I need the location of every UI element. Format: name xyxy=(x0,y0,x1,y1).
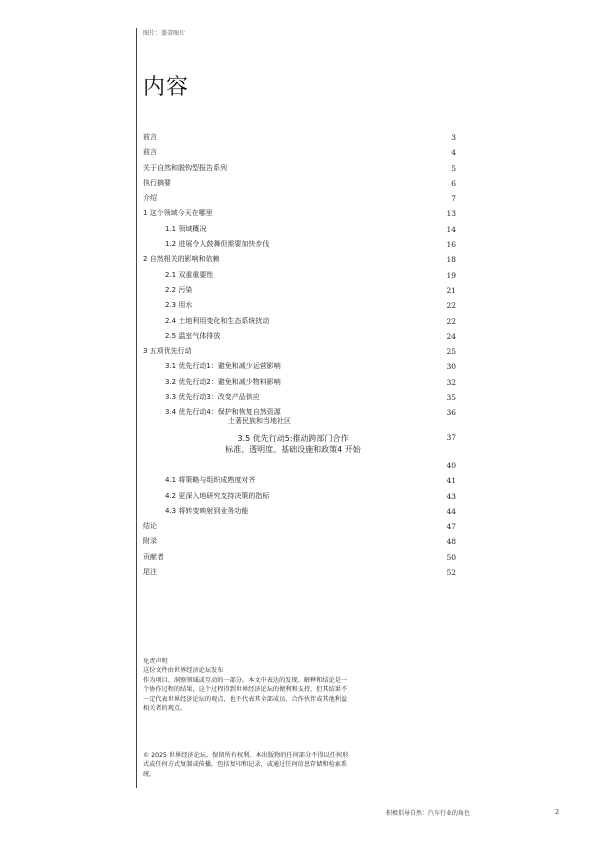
toc-entry-label: 尾注 xyxy=(143,568,157,577)
toc-entry-label: 3 五项优先行动 xyxy=(143,347,192,356)
toc-entry-page: 6 xyxy=(451,178,456,188)
toc-entry[interactable] xyxy=(143,148,456,157)
toc-entry[interactable] xyxy=(143,286,456,295)
toc-entry[interactable] xyxy=(143,225,456,234)
toc-entry-page: 50 xyxy=(446,552,456,562)
toc-entry-label: 3.1 优先行动1：避免和减少运营影响 xyxy=(165,362,281,371)
toc-entry-page: 7 xyxy=(451,194,456,204)
toc-entry-page: 32 xyxy=(446,377,456,387)
toc-entry-page: 30 xyxy=(446,362,456,372)
toc-entry-page: 21 xyxy=(446,285,456,295)
toc-entry[interactable] xyxy=(143,209,456,218)
toc-entry-label: 1 这个领域今天在哪里 xyxy=(143,209,213,218)
toc-entry[interactable] xyxy=(143,301,456,310)
toc-entry-page: 52 xyxy=(446,568,456,578)
page-title: 内容 xyxy=(143,75,190,100)
toc-entry[interactable] xyxy=(143,255,456,264)
toc-entry-label: 2.2 污染 xyxy=(165,285,193,294)
toc-entry-label: 3.4 优先行动4：保护和恢复自然资源 土著民族和当地社区 xyxy=(165,408,291,426)
toc-entry-label: 3.5 优先行动5:推动跨部门合作 标准、透明度、基础设施和政策4 开始 xyxy=(225,433,361,454)
toc-entry-label: 前言 xyxy=(143,133,157,141)
toc-entry-page: 13 xyxy=(446,209,456,219)
toc-entry-label: 4.1 将策略与组织成熟度对齐 xyxy=(165,476,256,485)
toc-entry-page: 35 xyxy=(446,393,456,403)
toc-entry-page: 25 xyxy=(446,347,456,357)
toc-entry-page: 22 xyxy=(446,301,456,311)
toc-entry-page: 37 xyxy=(446,432,456,442)
toc-entry[interactable] xyxy=(143,347,456,356)
toc-entry-label: 4.2 更深入地研究支持决策的指标 xyxy=(165,491,270,500)
toc-entry-label: 4.3 将转变映射到业务功能 xyxy=(165,506,249,515)
toc-entry[interactable] xyxy=(143,476,456,485)
toc-entry[interactable] xyxy=(143,522,456,531)
disclaimer-publisher: 这份文件由世界经济论坛发布 xyxy=(143,667,224,675)
toc-entry-page: 4 xyxy=(451,148,456,158)
toc-entry[interactable] xyxy=(143,492,456,501)
toc-entry[interactable] xyxy=(143,164,456,173)
footer-page-number: 2 xyxy=(555,808,560,816)
toc-entry-page: 16 xyxy=(446,240,456,250)
toc-entry-label: 1.1 领域概况 xyxy=(165,224,207,233)
toc-entry-label: 前言 xyxy=(143,148,157,157)
toc-entry-label: 关于自然和脱钩型报告系列 xyxy=(143,163,227,172)
disclaimer-heading: 免责声明 xyxy=(143,658,168,665)
copyright-notice: © 2025 世界经济论坛。保留所有权利。本出版物的任何部分不得以任何形式或任何方式复制或传播，包括复印和记录，或通过任何信息存储和检索系统。 xyxy=(143,752,349,778)
toc-entry-label: 1.2 进展令人鼓舞但需要加快步伐 xyxy=(165,240,270,249)
toc-entry-page: 3 xyxy=(451,133,456,142)
toc-entry[interactable] xyxy=(143,332,456,341)
toc-entry-label: 2.3 用水 xyxy=(165,301,193,310)
toc-entry-page: 5 xyxy=(451,163,456,173)
toc-entry[interactable] xyxy=(143,179,456,188)
toc-entry-label: 2.1 双重重要性 xyxy=(165,270,214,279)
toc-entry[interactable] xyxy=(143,537,456,546)
toc-entry[interactable] xyxy=(143,568,456,577)
table-of-contents xyxy=(143,133,456,583)
toc-entry-label: 2.4 土地利用变化和生态系统扰动 xyxy=(165,316,270,325)
disclaimer-body: 作为项目、洞察领域或互动的一部分。本文中表达的发现、解释和结论是一个协作过程的结果，这个过程得到世界经济论坛的便利和支持，但其结果不一定代表世界经济论坛的观点，也不代表其全部成员、合作伙伴或其他利益相关者的观点。 xyxy=(143,676,348,713)
toc-entry-page: 41 xyxy=(446,476,456,486)
toc-entry[interactable] xyxy=(143,553,456,562)
toc-entry-page: 47 xyxy=(446,522,456,532)
toc-entry[interactable] xyxy=(143,271,456,280)
photo-credit: 图片：盖蒂图片 xyxy=(143,30,186,37)
toc-entry-label: 3.2 优先行动2：避免和减少物料影响 xyxy=(165,377,281,386)
toc-entry-label: 结论 xyxy=(143,522,157,531)
toc-entry-page: 14 xyxy=(446,224,456,234)
toc-entry[interactable] xyxy=(143,362,456,371)
toc-entry[interactable] xyxy=(143,378,456,387)
toc-entry[interactable] xyxy=(143,194,456,203)
toc-entry[interactable] xyxy=(143,317,456,326)
toc-entry[interactable] xyxy=(143,393,456,402)
toc-entry[interactable] xyxy=(143,133,456,142)
toc-entry[interactable] xyxy=(143,433,456,455)
toc-entry-label: 3.3 优先行动3：改变产品供应 xyxy=(165,393,260,402)
toc-entry[interactable] xyxy=(143,240,456,249)
toc-entry[interactable] xyxy=(143,461,456,470)
toc-entry-label: 附录 xyxy=(143,537,157,546)
toc-entry-label: 执行摘要 xyxy=(143,178,171,187)
toc-entry-label: 2 自然相关的影响和依赖 xyxy=(143,255,220,264)
toc-entry-label: 贡献者 xyxy=(143,552,164,561)
toc-entry-page: 43 xyxy=(446,491,456,501)
toc-entry[interactable] xyxy=(143,507,456,516)
toc-entry-page: 22 xyxy=(446,316,456,326)
toc-entry-page: 48 xyxy=(446,537,456,547)
toc-entry-page: 36 xyxy=(446,408,456,418)
toc-entry-page: 19 xyxy=(446,270,456,280)
toc-entry-label: 2.5 温室气体排放 xyxy=(165,331,221,340)
toc-entry-page: 24 xyxy=(446,331,456,341)
toc-entry[interactable] xyxy=(143,408,456,426)
toc-entry-page: 44 xyxy=(446,506,456,516)
toc-entry-label: 介绍 xyxy=(143,194,157,203)
toc-entry-page: 18 xyxy=(446,255,456,265)
footer-report-title: 积极倡导自然：汽车行业的角色 xyxy=(386,810,471,817)
left-rule xyxy=(136,28,137,788)
toc-entry-page: 40 xyxy=(446,460,456,470)
disclaimer xyxy=(143,657,353,713)
